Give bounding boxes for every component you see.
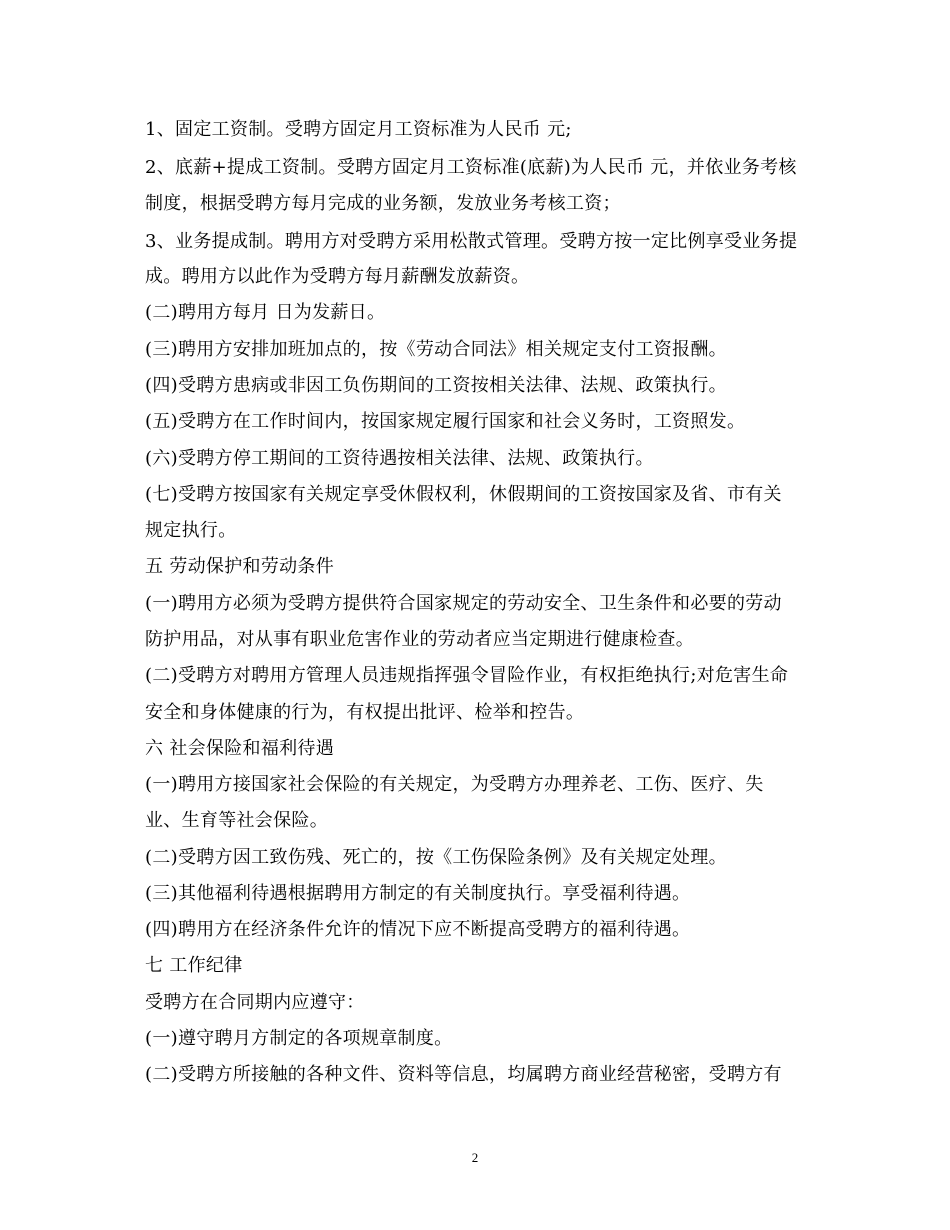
section-heading: 七 工作纪律	[145, 955, 243, 976]
text-line: 制度，根据受聘方每月完成的业务额，发放业务考核工资；	[145, 193, 621, 214]
text-line: (一)聘用方接国家社会保险的有关规定，为受聘方办理养老、工伤、医疗、失	[145, 774, 764, 795]
text-line: (一)聘用方必须为受聘方提供符合国家规定的劳动安全、卫生条件和必要的劳动	[145, 593, 782, 614]
text-line: (七)受聘方按国家有关规定享受休假权利，休假期间的工资按国家及省、市有关	[145, 484, 782, 505]
text-line: (一)遵守聘月方制定的各项规章制度。	[145, 1028, 453, 1049]
text-line: (四)受聘方患病或非因工负伤期间的工资按相关法律、法规、政策执行。	[145, 375, 727, 396]
text-line: 安全和身体健康的行为，有权提出批评、检举和控告。	[145, 702, 585, 723]
text-line: 规定执行。	[145, 520, 237, 541]
section-heading: 五 劳动保护和劳动条件	[145, 556, 335, 577]
text-line: (三)其他福利待遇根据聘用方制定的有关制度执行。享受福利待遇。	[145, 883, 691, 904]
text-line: 1、固定工资制。受聘方固定月工资标准为人民币 元;	[145, 119, 572, 140]
text-line: (四)聘用方在经济条件允许的情况下应不断提高受聘方的福利待遇。	[145, 919, 691, 940]
text-line: (五)受聘方在工作时间内，按国家规定履行国家和社会义务时，工资照发。	[145, 411, 746, 432]
text-line: 3、业务提成制。聘用方对受聘方采用松散式管理。受聘方按一定比例享受业务提	[145, 231, 798, 252]
text-line: (二)受聘方因工致伤残、死亡的，按《工伤保险条例》及有关规定处理。	[145, 847, 727, 868]
text-line: (三)聘用方安排加班加点的，按《劳动合同法》相关规定支付工资报酬。	[145, 339, 727, 360]
text-line: (六)受聘方停工期间的工资待遇按相关法律、法规、政策执行。	[145, 448, 654, 469]
text-line: 受聘方在合同期内应遵守：	[145, 992, 365, 1013]
text-line: 防护用品，对从事有职业危害作业的劳动者应当定期进行健康检查。	[145, 629, 694, 650]
text-line: 业、生育等社会保险。	[145, 810, 328, 831]
text-line: 成。聘用方以此作为受聘方每月薪酬发放薪资。	[145, 266, 530, 287]
page-number: 2	[471, 1150, 479, 1165]
text-line: 2、底薪+提成工资制。受聘方固定月工资标准(底薪)为人民币 元，并依业务考核	[145, 157, 797, 178]
text-line: (二)受聘方所接触的各种文件、资料等信息，均属聘方商业经营秘密，受聘方有	[145, 1064, 782, 1085]
section-heading: 六 社会保险和福利待遇	[145, 738, 335, 759]
text-line: (二)聘用方每月 日为发薪日。	[145, 302, 386, 323]
text-line: (二)受聘方对聘用方管理人员违规指挥强令冒险作业，有权拒绝执行;对危害生命	[145, 665, 789, 686]
